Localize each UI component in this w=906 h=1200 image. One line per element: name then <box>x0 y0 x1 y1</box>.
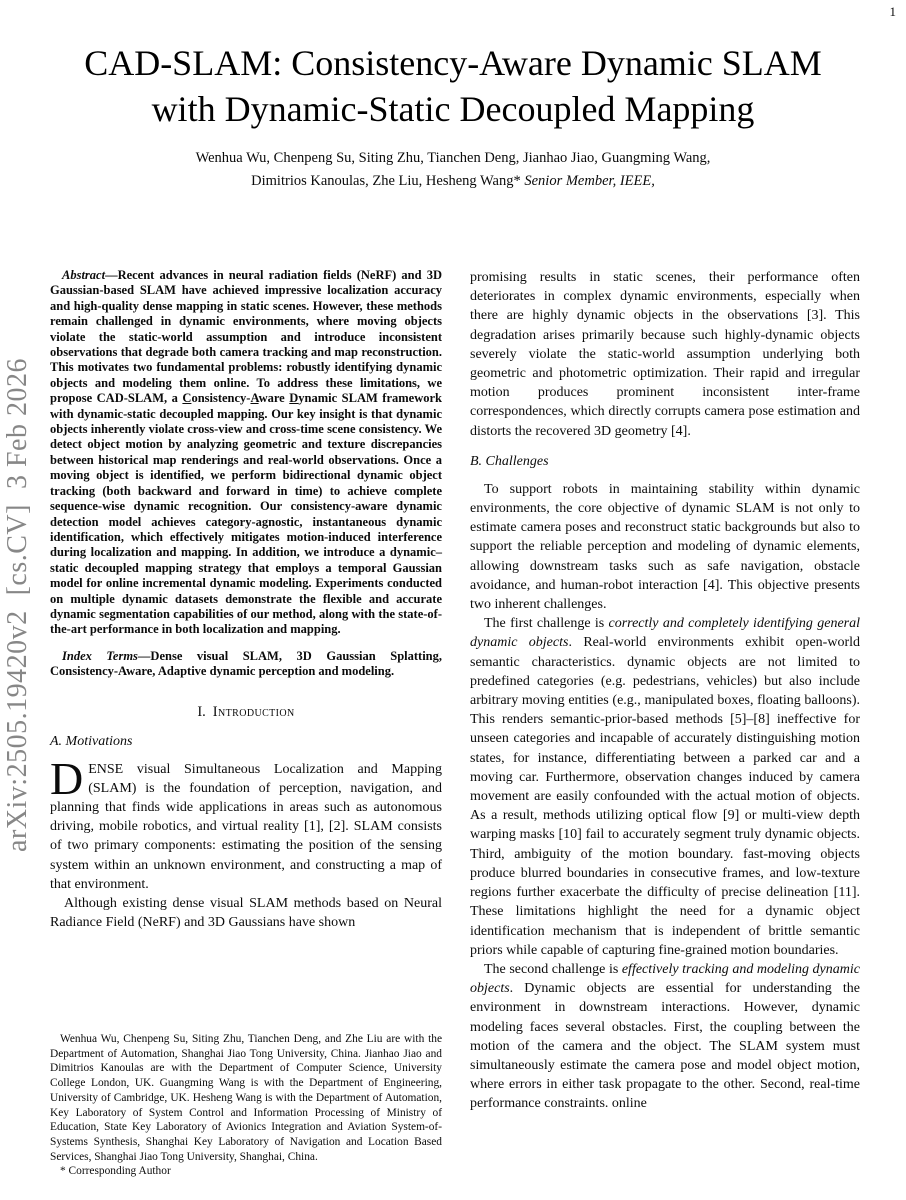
abstract-text-intro: —Recent advances in neural radiation fields (NeRF) and 3D Gaussian-based SLAM have achieved impressive localization accuracy and high-quality dense mapping in static scenes. However, these methods remain challenged in dynamic environments, where moving objects violate the static-world assumption and introduce inconsistent observations that degrade both camera tracking and map reconstruction. This motivates two fundamental problems: robustly identifying dynamic objects and modeling them online. To address these limitations, we propose CAD-SLAM, a <box>50 268 442 406</box>
abstract-text-mid2: ware <box>258 391 290 406</box>
title-line-2: with Dynamic-Static Decoupled Mapping <box>151 89 755 130</box>
motivations-paragraph-continued: promising results in static scenes, their performance often deteriorates in complex dynamic environments, especially when there are highly dynamic objects in the observations [3]. This degradation arises primarily because such highly-dynamic objects severely violate the static-world assumption underlying both geometric and photometric optimization. Their rapid and irregular motion produces prominent inconsistent inter-frame correspondences, which directly corrupts camera pose estimation and distorts the recovered 3D geometry [4]. <box>470 270 860 439</box>
footnote-affiliations: Wenhua Wu, Chenpeng Su, Siting Zhu, Tianchen Deng, and Zhe Liu are with the Department of Automation, Shanghai Jiao Tong University, China. Jianhao Jiao and Dimitrios Kanoulas are with the Department of Computer Science, University College London, UK. Guangming Wang is with the Department of Engineering, University of Cambridge, UK. Hesheng Wang is with the Department of Automation, Key Laboratory of System Control and Information Processing of Ministry of Education, State Key Laboratory of Avionics Integration and Aviation System-of-Systems Synthesis, Shanghai Key Laboratory of Navigation and Location Based Services, Shanghai Jiao Tong University, Shanghai, China. <box>50 1033 442 1163</box>
abstract-acronym-c: C <box>182 391 192 406</box>
section-number: I. <box>197 703 206 720</box>
section-heading-introduction <box>50 704 442 721</box>
left-column <box>50 268 442 932</box>
page-number: 1 <box>889 4 896 19</box>
abstract-text-rest: ynamic SLAM framework with dynamic-static decoupled mapping. Our key insight is that dynamic objects inherently violate cross-view and cross-time scene consistency. We detect object motion by analyzing geometric and texture discrepancies between historical map renderings and real-world observations. Once a moving object is identified, we perform bidirectional dynamic object tracking (both backward and forward in time) to achieve complete sequence-wise dynamic recognition. Our consistency-aware dynamic detection model achieves category-agnostic, instantaneous dynamic identification, which effectively mitigates motion-induced interference during localization and mapping. In addition, we introduce a dynamic–static decoupled mapping strategy that employs a temporal Gaussian model for online incremental dynamic modeling. Experiments conducted on multiple dynamic datasets demonstrate the flexible and accurate dynamic segmentation capabilities of our method, along with the state-of-the-art performance in both localization and mapping. <box>50 391 443 637</box>
dropcap-letter: D <box>50 752 84 804</box>
authors-line-2-names: Dimitrios Kanoulas, Zhe Liu, Hesheng Wang* <box>251 172 525 189</box>
abstract-label: Abstract <box>62 268 106 282</box>
lead-word: ENSE <box>88 761 124 777</box>
right-column <box>470 268 860 1200</box>
footnote-block <box>50 1032 442 1179</box>
challenge-1-emphasis: correctly and completely identifying general dynamic objects <box>470 616 860 651</box>
challenges-paragraph-2 <box>470 614 860 960</box>
subsection-heading-motivations: A. Motivations <box>50 733 133 749</box>
challenges-paragraph-3 <box>470 960 860 1114</box>
authors-line-2 <box>0 170 906 192</box>
subsection-heading-challenges: B. Challenges <box>470 453 549 469</box>
abstract-acronym-a: A <box>250 391 259 406</box>
authors-block <box>0 147 906 192</box>
title-line-1: CAD-SLAM: Consistency-Aware Dynamic SLAM <box>84 43 822 83</box>
challenge-2-prefix: The second challenge is <box>484 961 622 977</box>
abstract-acronym-d: D <box>289 391 299 406</box>
index-terms-text: —Dense visual SLAM, 3D Gaussian Splatting, Consistency-Aware, Adaptive dynamic perception and modeling. <box>50 648 442 679</box>
motivations-paragraph-2: Although existing dense visual SLAM methods based on Neural Radiance Field (NeRF) and 3D Gaussians have shown <box>50 895 442 931</box>
paper-title <box>0 40 906 132</box>
motivations-paragraph-1 <box>50 752 442 894</box>
challenge-1-body: . Real-world environments exhibit open-world semantic characteristics. dynamic objects are not limited to predefined categories (e.g. pedestrians, vehicles) but also include arbitrary moving entities (e.g., manipulated boxes, floating balloons). This renders semantic-prior-based methods [5]–[8] ineffective for unseen categories and incapable of accurately distinguishing motion states, for instance, differentiating between a parked car and a moving car. Furthermore, observation changes induced by camera movement are easily confounded with the actual motion of objects. As a result, methods utilizing optical flow [9] or multi-view depth warping masks [10] fail to accurately segment truly dynamic objects. Third, ambiguity of the motion boundary. fast-moving objects produce blurred boundaries in consecutive frames, and low-texture regions further exacerbate the difficulty of precise delineation [11]. These limitations highlight the need for a dynamic object identification mechanism that is independent of brittle semantic priors while capable of capturing fine-grained motion boundaries. <box>470 635 860 958</box>
abstract-text-mid1: onsistency- <box>191 391 251 406</box>
challenges-paragraph-1: To support robots in maintaining stability within dynamic environments, the core objective of dynamic SLAM is not only to estimate camera poses and reconstruct static backgrounds but also to support the reliable perception and modeling of dynamic elements, allowing downstream tasks such as safe navigation, obstacle avoidance, and human-robot interaction [4]. This objective presents two inherent challenges. <box>470 481 860 613</box>
section-title: Introduction <box>212 703 295 720</box>
footnote-corresponding-author: * Corresponding Author <box>60 1165 171 1178</box>
authors-membership: Senior Member, IEEE, <box>524 172 655 189</box>
arxiv-watermark: arXiv:2505.19420v2 [cs.CV] 3 Feb 2026 <box>2 358 33 852</box>
index-terms-label: Index Terms <box>62 648 138 663</box>
abstract-paragraph <box>50 268 442 638</box>
motivations-paragraph-1-text: visual Simultaneous Localization and Mapping (SLAM) is the foundation of perception, navigation, and planning that finds wide applications in areas such as autonomous driving, mobile robotics, and virtual reality [1], [2]. SLAM consists of two primary components: estimating the position of the sensing system within an unknown environment, and constructing a map of that environment. <box>50 761 442 892</box>
challenge-2-emphasis: effectively tracking and modeling dynamic objects <box>470 961 860 997</box>
challenge-2-body: . Dynamic objects are essential for understanding the environment in downstream interactions. However, dynamic modeling faces several obstacles. First, the coupling between the motion of the camera and the object. The SLAM system must simultaneously estimate the camera pose and model object motion, where errors in either task propagate to the other. Second, real-time performance constraints. online <box>470 981 860 1112</box>
challenge-1-prefix: The first challenge is <box>484 616 609 632</box>
index-terms-paragraph <box>50 649 442 680</box>
paper-header <box>0 0 906 192</box>
authors-line-1: Wenhua Wu, Chenpeng Su, Siting Zhu, Tianchen Deng, Jianhao Jiao, Guangming Wang, <box>195 150 711 167</box>
